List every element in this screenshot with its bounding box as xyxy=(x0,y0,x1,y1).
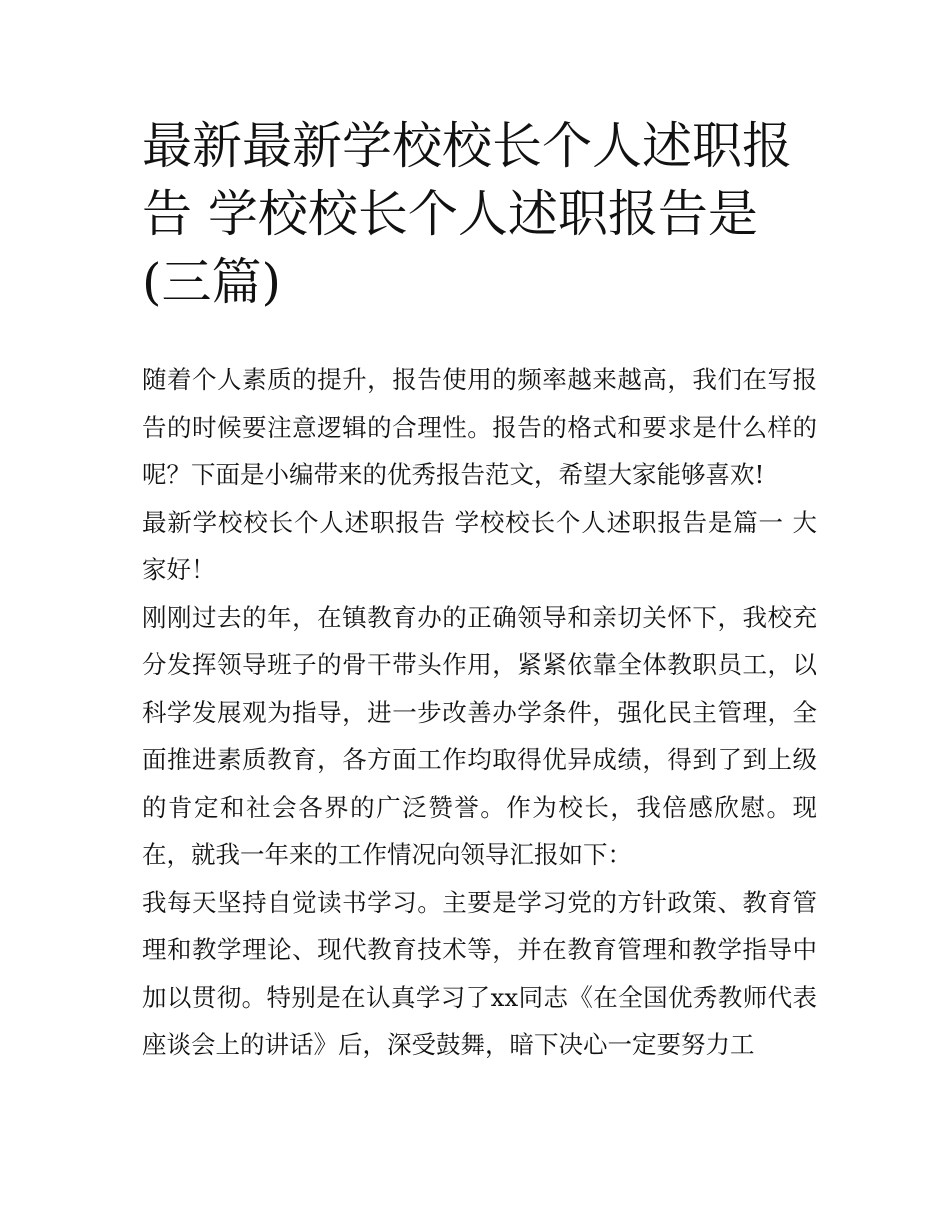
document-body xyxy=(142,356,817,1069)
body-paragraph: 刚刚过去的年，在镇教育办的正确领导和亲切关怀下，我校充分发挥领导班子的骨干带头作用，紧紧依靠全体教职员工，以科学发展观为指导，进一步改善办学条件，强化民主管理，全面推进素质教育，各方面工作均取得优异成绩，得到了到上级的肯定和社会各界的广泛赞誉。作为校长，我倍感欣慰。现在，就我一年来的工作情况向领导汇报如下： xyxy=(142,602,817,869)
section-heading-paragraph: 最新学校校长个人述职报告 学校校长个人述职报告是篇一 大家好！ xyxy=(142,507,817,584)
document-title: 最新最新学校校长个人述职报告 学校校长个人述职报告是(三篇) xyxy=(142,117,792,311)
intro-paragraph: 随着个人素质的提升，报告使用的频率越来越高，我们在写报告的时候要注意逻辑的合理性。报告的格式和要求是什么样的呢？下面是小编带来的优秀报告范文，希望大家能够喜欢! xyxy=(142,365,817,489)
body-paragraph: 我每天坚持自觉读书学习。主要是学习党的方针政策、教育管理和教学理论、现代教育技术等，并在教育管理和教学指导中加以贯彻。特别是在认真学习了xx同志《在全国优秀教师代表座谈会上的讲话》后，深受鼓舞，暗下决心一定要努力工 xyxy=(142,887,817,1059)
